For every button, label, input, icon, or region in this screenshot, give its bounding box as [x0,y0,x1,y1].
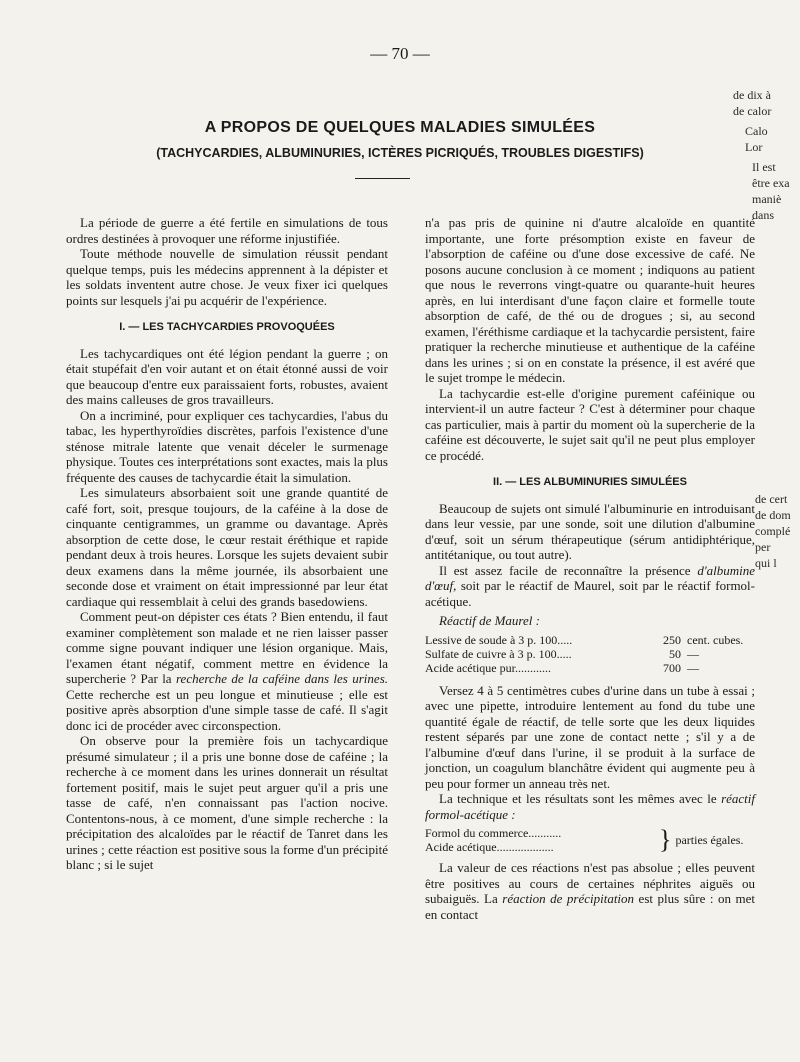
section-heading-tachycardies: I. — LES TACHYCARDIES PROVOQUÉES [119,321,335,333]
paragraph: Beaucoup de sujets ont simulé l'albuminurie en introduisant dans leur vessie, par une sonde, soit une dilution d'albumine d'œuf, soit un sérum thérapeutique (sérum antidiphtérique, antitétanique, ou tout autre). [425,500,755,562]
margin-fragment: de dix à [733,88,771,102]
section-heading-albuminuries: II. — LES ALBUMINURIES SIMULÉES [493,476,687,488]
paragraph: La tachycardie est-elle d'origine purement caféinique ou intervient-il un autre facteur ? C'est à déterminer pour chaque cas particulier, mais à partir du moment où la supercherie de la caféine est découverte, le sujet sait qu'il ne peut plus employer ce procédé. [425,385,755,463]
margin-fragment: Lor [745,140,763,154]
margin-fragment: maniè [752,192,782,206]
right-column [425,215,755,922]
reactif-maurel-heading: Réactif de Maurel : [439,613,540,628]
ingredient-qty: 250 [663,632,681,647]
paragraph-valeur [425,860,755,922]
italic-run: réaction de précipitation [502,891,635,906]
margin-fragment: Calo [745,124,768,138]
italic-run: recherche de la caféine dans les urines. [175,671,389,686]
paragraph-continued: n'a pas pris de quinine ni d'autre alcaloïde en quantité importante, une forte présomption existe en faveur de l'absorption de caféine ou d'une dose excessive de café. Ne posons aucune conclusion à ce moment ; indiquons au patient que nous le reverrons vingt-quatre ou quarante-huit heures après, en lui interdisant d'une façon claire et formelle toute absorption de café, de thé ou de drogues ; si, au second examen, l'éréthisme cardiaque et la tachycardie persistent, faire pratiquer la recherche minutieuse et authentique de la caféine dans les urines ; si on en constate la présence, il est avéré que le sujet trompe le médecin. [425,215,755,385]
article-title: A PROPOS DE QUELQUES MALADIES SIMULÉES [204,119,596,136]
page-number: — 70 — [370,44,430,63]
title-rule [355,178,410,179]
margin-fragment: de cert [755,492,788,506]
article-subtitle: (TACHYCARDIES, ALBUMINURIES, ICTÈRES PICRIQUÉS, TROUBLES DIGESTIFS) [156,146,644,160]
brace-icon: } [659,825,672,854]
ingredient-unit: — [687,646,699,661]
left-column [66,215,388,873]
margin-fragment: Il est [752,160,776,174]
formol-item: Acide acétique................... [425,840,554,854]
reactif-maurel-table [425,633,755,675]
text-run: Il est assez facile de reconnaître la présence [439,562,698,578]
paragraph: Les tachycardiques ont été légion pendant la guerre ; on était stupéfait d'en voir autant et on était étonné aussi de voir que beaucoup d'entre eux paraissaient forts, robustes, avaient des mains calleuses de gros travailleurs. [66,345,388,407]
ingredient-qty: 700 [663,660,681,675]
formula-row [425,633,755,647]
formol-items [425,826,655,854]
ingredient-name: Sulfate de cuivre à 3 p. 100..... [425,646,572,661]
margin-fragment: être exa [752,176,790,190]
formula-row [425,647,755,661]
paragraph: On a incriminé, pour expliquer ces tachycardies, l'abus du tabac, les hyperthyroïdies discrètes, parfois l'existence d'une sténose mitrale latente que venait déceler le surmenage physique. Toutes ces interprétations sont exactes, mais la plus fréquente des causes de tachycardie était la simulation. [66,407,388,485]
text-run: La technique et les résultats sont les mêmes avec le [439,791,722,806]
text-run: est plus sûre : on met en contact [425,891,755,922]
paragraph-technique [425,791,755,822]
paragraph-detection [66,609,388,733]
formol-item: Formol du commerce........... [425,826,562,840]
margin-fragment: de dom [755,508,791,522]
margin-fragment: de calor [733,104,772,118]
ingredient-name: Acide acétique pur............ [425,660,551,675]
italic-run: réactif formol-acétique : [425,791,755,822]
paragraph: On observe pour la première fois un tachycardique présumé simulateur ; il a pris une bonne dose de caféine ; la recherche à ce moment dans les urines donnerait un résultat fortement positif, mais le sujet peut arguer qu'il a pris une tasse de café, n'en connaissant pas l'action nocive. Contentons-nous, à ce moment, d'une simple recherche : la précipitation des alcaloïdes par le réactif de Tanret dans les urines ; cette réaction est positive sous la forme d'un précipité blanc ; si le sujet [66,733,388,872]
margin-fragment: complé [755,524,791,538]
paragraph: Les simulateurs absorbaient soit une grande quantité de café fort, soit, presque toujours, de la caféine à la dose de cinquante centigrammes, un gramme ou davantage. Après absorption de cette dose, le cœur restait éréthique et rapide pendant deux à trois heures. Lorsque les sujets devaient subir deux examens dans la même journée, ils absorbaient une seconde dose et vraiment on était impressionné par leur état cardiaque qui ressemblait à celui des grands basedowiens. [66,485,388,609]
paragraph: Versez 4 à 5 centimètres cubes d'urine dans un tube à essai ; avec une pipette, introduire lentement au fond du tube une quantité égale de réactif, de telle sorte que les deux liquides restent séparés par une zone de contact nette ; s'il y a de l'albumine d'œuf dans l'urine, il se produit à la surface de jonction, un coagulum blanchâtre évident qui augmente peu à peu pour former un anneau très net. [425,682,755,791]
text-run: La valeur de ces réactions n'est pas absolue ; elles peuvent être positives au cours de certaines néphrites aiguës ou subaiguës. La [425,860,755,906]
ingredient-unit: — [687,660,699,675]
margin-fragment: dans [752,208,774,222]
reactif-formol-table [425,826,755,854]
text-run: Cette recherche est un peu longue et minutieuse ; elle est positive après absorption d'une simple tasse de café. Il s'agit donc ici de procéder avec circonspection. [66,686,388,733]
margin-fragment: qui l [755,556,777,570]
italic-run: d'albumine d'œuf, [425,562,755,593]
ingredient-qty: 50 [669,646,681,661]
intro-paragraph-2: Toute méthode nouvelle de simulation réussit pendant quelque temps, puis les médecins apprennent à la dépister et les soldats inventent autre chose. Je veux fixer ici quelques points sur lesquels j'ai pu acquérir de l'expérience. [66,246,388,308]
text-run: Comment peut-on dépister ces états ? Bien entendu, il faut examiner complètement son malade et ne rien laisser passer comme signe pouvant indiquer une lésion organique. Mais, l'examen étant négatif, comment mettre en évidence la supercherie ? Par la [66,609,388,686]
ingredient-name: Lessive de soude à 3 p. 100..... [425,632,573,647]
ingredient-unit: cent. cubes. [687,632,744,647]
paragraph-reagents [425,563,755,610]
text-run: soit par le réactif de Maurel, soit par le réactif formol-acétique. [425,578,755,609]
formula-row [425,661,755,675]
intro-paragraph-1: La période de guerre a été fertile en simulations de tous ordres destinées à provoquer une réforme injustifiée. [66,215,388,246]
formol-result: parties égales. [675,833,744,847]
margin-fragment: per [755,540,771,554]
